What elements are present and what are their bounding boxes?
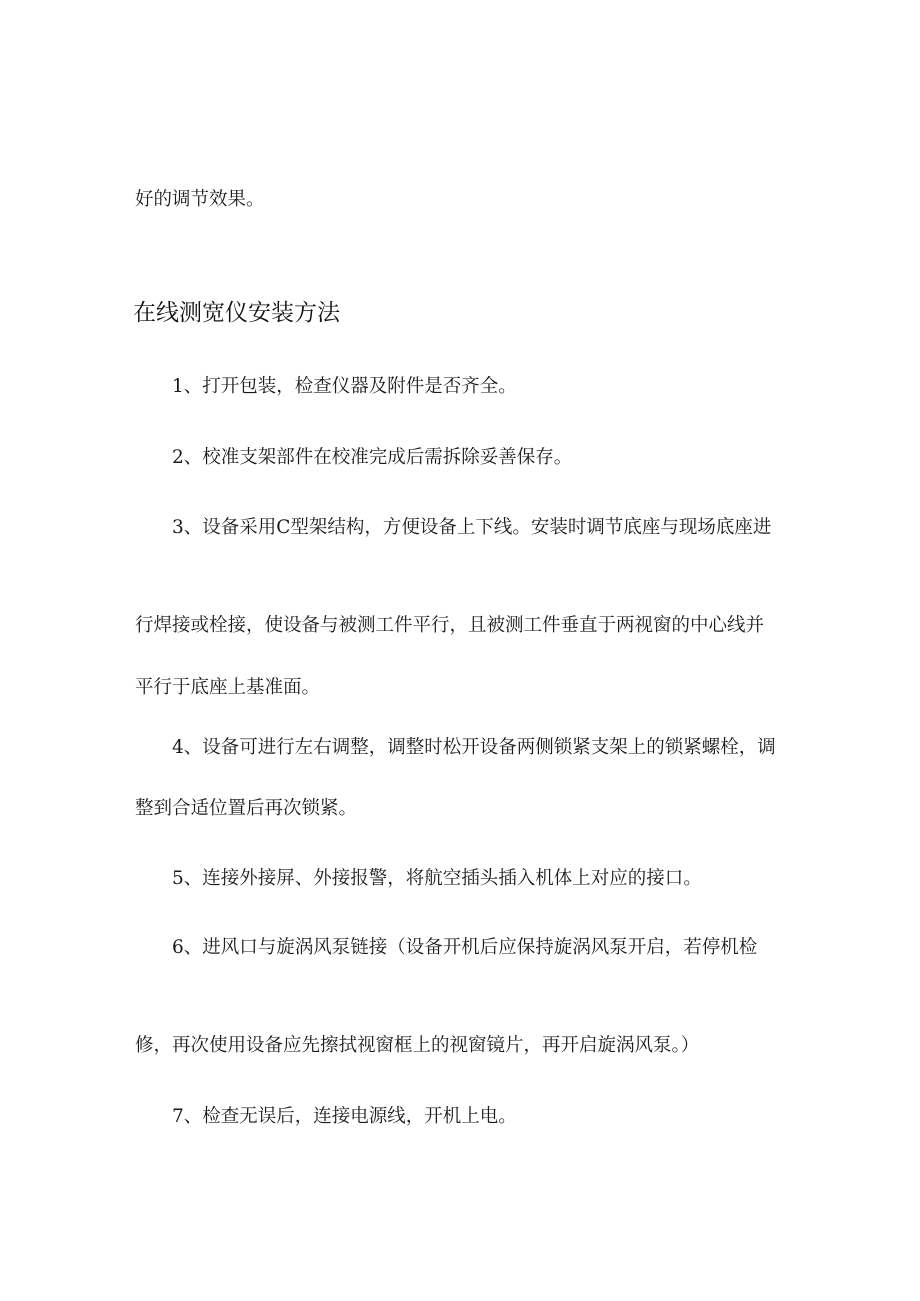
section-title: 在线测宽仪安装方法	[133, 300, 340, 326]
step-2-line-1: 2、校准支架部件在校准完成后需拆除妥善保存。	[172, 447, 573, 468]
step-3-line-1: 3、设备采用C型架结构，方便设备上下线。安装时调节底座与现场底座进	[172, 517, 772, 538]
step-3-line-2: 行焊接或栓接，使设备与被测工件平行，且被测工件垂直于两视窗的中心线并	[135, 615, 765, 636]
continuation-text: 好的调节效果。	[135, 189, 265, 210]
step-4-line-2: 整到合适位置后再次锁紧。	[135, 798, 358, 819]
step-1-line-1: 1、打开包装，检查仪器及附件是否齐全。	[172, 376, 517, 397]
step-3-line-3: 平行于底座上基准面。	[135, 677, 321, 698]
step-6-line-1: 6、进风口与旋涡风泵链接（设备开机后应保持旋涡风泵开启，若停机检	[172, 937, 758, 958]
step-5-line-1: 5、连接外接屏、外接报警，将航空插头插入机体上对应的接口。	[172, 868, 702, 889]
step-6-line-2: 修，再次使用设备应先擦拭视窗框上的视窗镜片，再开启旋涡风泵。）	[135, 1035, 700, 1056]
step-7-line-1: 7、检查无误后，连接电源线，开机上电。	[172, 1106, 517, 1127]
step-4-line-1: 4、设备可进行左右调整，调整时松开设备两侧锁紧支架上的锁紧螺栓，调	[172, 737, 776, 758]
